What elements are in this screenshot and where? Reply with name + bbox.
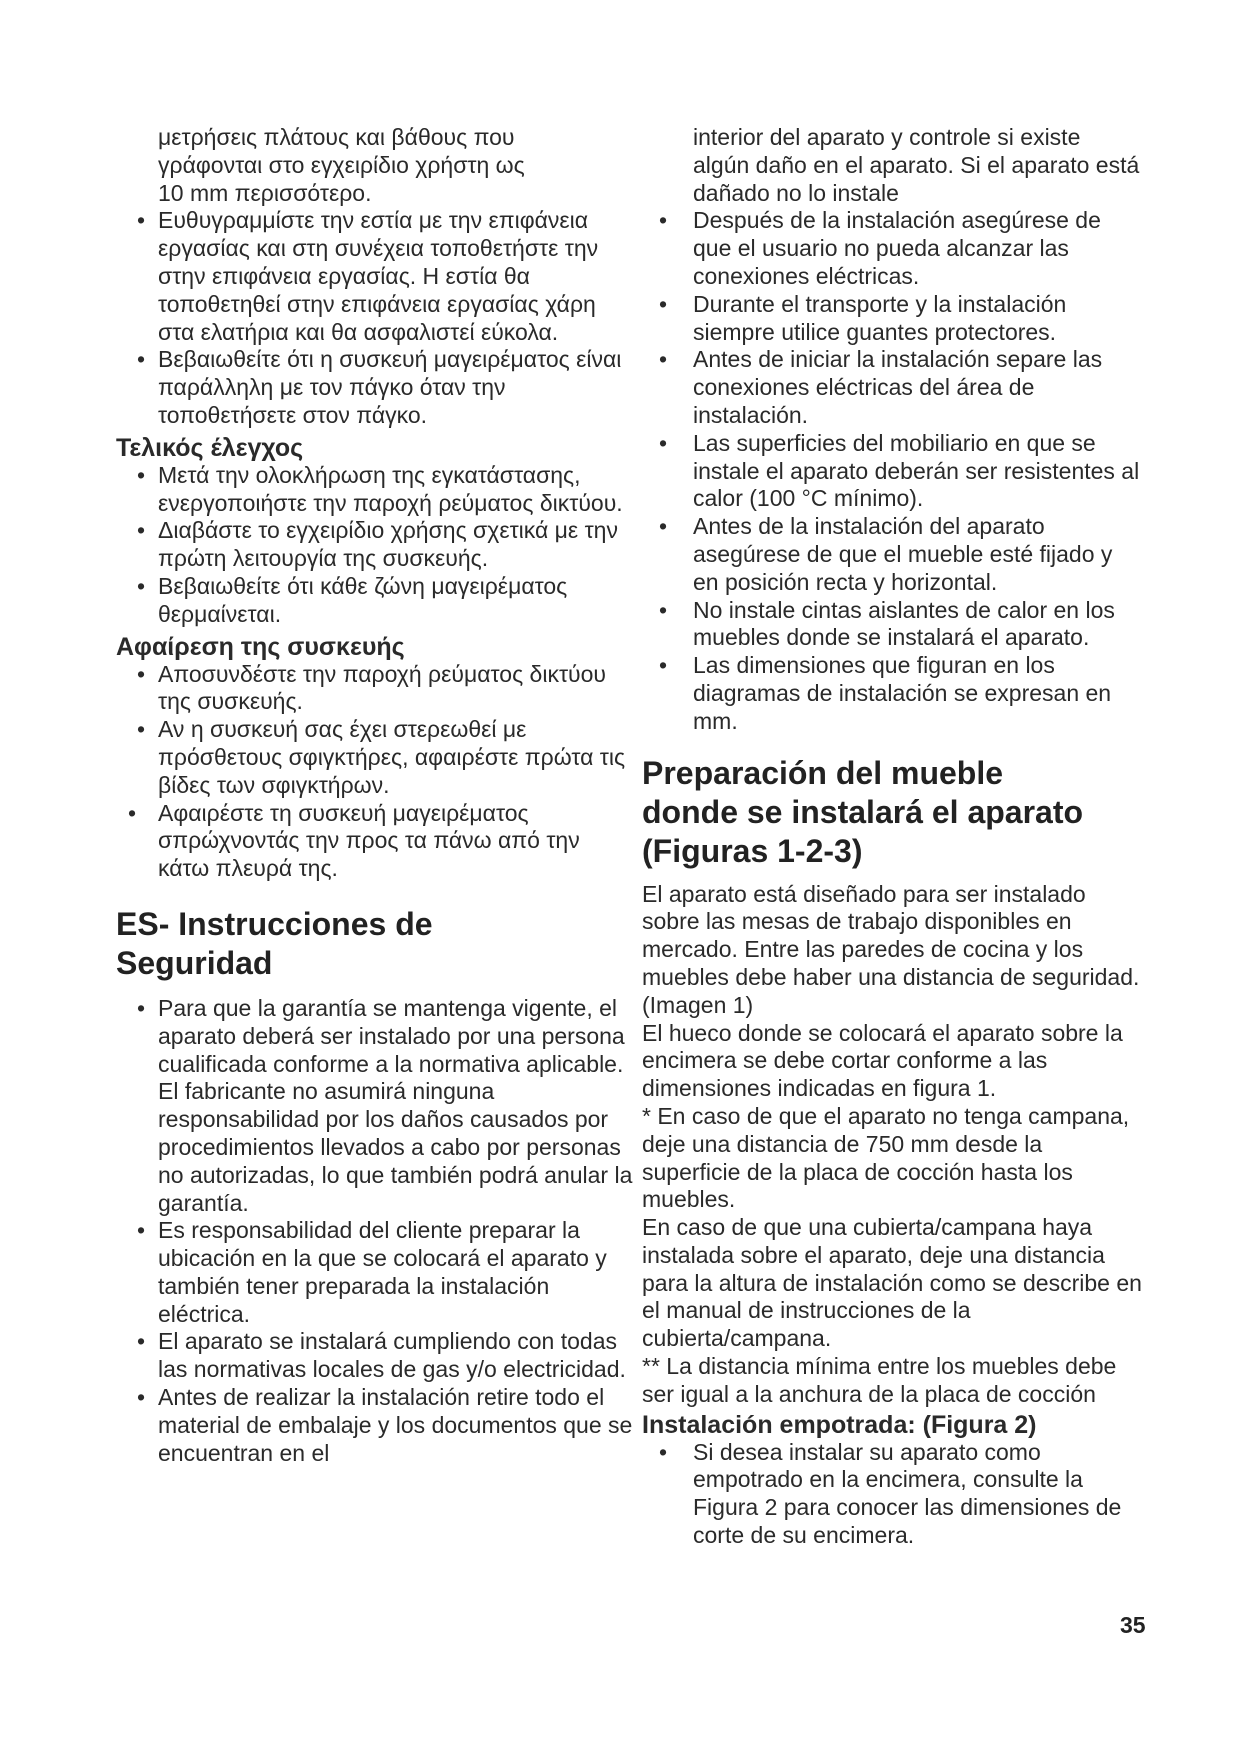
list-item: [116, 1384, 636, 1467]
list-item: [116, 1217, 636, 1328]
right-column: [642, 124, 1142, 1550]
paragraph: ** La distancia mínima entre los muebles debe ser igual a la anchura de la placa de cocción: [642, 1353, 1117, 1407]
list-item: [642, 513, 1142, 596]
list-item: [642, 652, 1142, 735]
list-item-text: Αν η συσκευή σας έχει στερεωθεί με πρόσθετους σφιγκτήρες, αφαιρέστε πρώτα τις βίδες των σφιγκτήρων.: [158, 716, 626, 798]
bullet-mark: •: [137, 1217, 146, 1244]
list-item-text: Es responsabilidad del cliente preparar la ubicación en la que se colocará el aparato y también tener preparada la instalación eléctrica.: [158, 1217, 607, 1327]
removal-heading: Αφαίρεση της συσκευής: [116, 632, 405, 661]
list-item: [116, 995, 636, 1217]
bullet-mark: •: [659, 652, 668, 679]
list-item-text: Durante el transporte y la instalación siempre utilice guantes protectores.: [693, 290, 1067, 345]
list-item: [642, 207, 1142, 290]
bullet-mark: •: [137, 716, 146, 743]
bullet-mark: •: [659, 290, 668, 317]
bullet-mark: •: [659, 346, 668, 373]
page-number: 35: [1120, 1612, 1146, 1638]
bullet-mark: •: [659, 1438, 668, 1465]
list-item: [642, 430, 1142, 513]
bullet-mark: •: [137, 572, 146, 599]
bullet-mark: •: [137, 1328, 146, 1355]
heading-line: Seguridad: [116, 944, 273, 981]
removal-list-last: [116, 800, 636, 883]
heading-line: ES- Instrucciones de: [116, 905, 433, 942]
text-line: γράφονται στο εγχειρίδιο χρήστη ως: [158, 151, 525, 178]
furniture-preparation-heading: [642, 754, 1142, 871]
bullet-mark: •: [137, 994, 146, 1021]
bullet-mark: •: [137, 1384, 146, 1411]
list-item: [642, 1439, 1142, 1550]
bullet-mark: •: [659, 596, 668, 623]
installation-bullets: [116, 207, 636, 429]
paragraph: El hueco donde se colocará el aparato sobre la encimera se debe cortar conforme a las dimensiones indicadas en figura 1.: [642, 1019, 1123, 1102]
built-in-installation-heading: Instalación empotrada: (Figura 2): [642, 1410, 1037, 1439]
list-item: [116, 1328, 636, 1384]
list-item: [116, 573, 636, 629]
list-item-text: Βεβαιωθείτε ότι κάθε ζώνη μαγειρέματος θερμαίνεται.: [158, 572, 568, 627]
text-line: μετρήσεις πλάτους και βάθους που: [158, 124, 515, 150]
es-safety-list: [116, 995, 636, 1468]
list-item-text: Antes de realizar la instalación retire todo el material de embalaje y los documentos que se encuentran en el: [158, 1384, 633, 1466]
list-item-text: Βεβαιωθείτε ότι η συσκευή μαγειρέματος είναι παράλληλη με τον πάγκο όταν την τοποθετήσετε στον πάγκο.: [158, 346, 622, 428]
list-item-text: Las superficies del mobiliario en que se instale el aparato deberán ser resistentes al calor (100 °C mínimo).: [693, 429, 1140, 512]
heading-line: donde se instalará el aparato: [642, 793, 1084, 830]
list-item-text: Αποσυνδέστε την παροχή ρεύματος δικτύου της συσκευής.: [158, 660, 606, 715]
list-item-text: Ευθυγραμμίστε την εστία με την επιφάνεια εργασίας και στη συνέχεια τοποθετήστε την στην επιφάνεια εργασίας. Η εστία θα τοποθετηθεί στην επιφάνεια εργασίας χάρη στα ελατήρια και θα ασφαλιστεί εύκολα.: [158, 207, 599, 345]
continued-text-spanish: interior del aparato y controle si existe algún daño en el aparato. Si el aparato está dañado no lo instale: [693, 124, 1140, 206]
text-line: 10 mm περισσότερο.: [158, 179, 372, 206]
continued-text-greek: [116, 124, 636, 207]
bullet-mark: •: [659, 513, 668, 540]
left-column: [116, 124, 636, 1467]
final-check-list: [116, 462, 636, 629]
list-item: [116, 800, 636, 883]
paragraph: * En caso de que el aparato no tenga campana, deje una distancia de 750 mm desde la superficie de la placa de cocción hasta los muebles.: [642, 1102, 1130, 1213]
heading-line: Preparación del mueble: [642, 754, 1004, 791]
list-item: [116, 716, 636, 799]
list-item-text: Αφαιρέστε τη συσκευή μαγειρέματος σπρώχνοντάς την προς τα πάνω από την κάτω πλευρά της.: [158, 799, 580, 882]
removal-list: [116, 661, 636, 800]
list-item-text: No instale cintas aislantes de calor en los muebles donde se instalará el aparato.: [693, 596, 1115, 651]
list-item-text: Antes de iniciar la instalación separe las conexiones eléctricas del área de instalación.: [693, 346, 1103, 428]
list-item-text: Διαβάστε το εγχειρίδιο χρήσης σχετικά με την πρώτη λειτουργία της συσκευής.: [158, 517, 618, 572]
list-item: [116, 462, 636, 518]
bullet-mark: •: [137, 461, 146, 488]
list-item: [642, 346, 1142, 429]
list-item-text: Las dimensiones que figuran en los diagramas de instalación se expresan en mm.: [693, 652, 1112, 734]
bullet-mark: •: [659, 429, 668, 456]
list-item: [116, 207, 636, 346]
bullet-mark: •: [137, 517, 146, 544]
paragraph: En caso de que una cubierta/campana haya instalada sobre el aparato, deje una distancia para la altura de instalación como se describe en el manual de instrucciones de la cubierta/campana.: [642, 1214, 1142, 1352]
bullet-mark: •: [137, 346, 146, 373]
list-item: [642, 291, 1142, 347]
list-item-text: El aparato se instalará cumpliendo con todas las normativas locales de gas y/o electricidad.: [158, 1328, 626, 1383]
list-item-text: Antes de la instalación del aparato asegúrese de que el mueble esté fijado y en posición recta y horizontal.: [693, 513, 1113, 595]
bullet-mark: •: [128, 799, 137, 826]
es-safety-heading: [116, 905, 636, 983]
bullet-mark: •: [137, 207, 146, 234]
heading-line: (Figuras 1-2-3): [642, 832, 863, 869]
list-item: [116, 661, 636, 717]
built-in-installation-list: [642, 1439, 1142, 1550]
paragraph: El aparato está diseñado para ser instalado sobre las mesas de trabajo disponibles en mercado. Entre las paredes de cocina y los muebles debe haber una distancia de seguridad. (Imagen 1): [642, 880, 1140, 1018]
bullet-mark: •: [137, 660, 146, 687]
list-item: [116, 517, 636, 573]
list-item-text: Después de la instalación asegúrese de que el usuario no pueda alcanzar las conexiones eléctricas.: [693, 207, 1101, 289]
list-item-text: Para que la garantía se mantenga vigente, el aparato deberá ser instalado por una persona cualificada conforme a la normativa aplicable. El fabricante no asumirá ninguna responsabilidad por los daños causados por procedimientos llevados a cabo por personas no autorizadas, lo que también podrá anular la garantía.: [158, 994, 633, 1216]
list-item-text: Si desea instalar su aparato como empotrado en la encimera, consulte la Figura 2 para conocer las dimensiones de corte de su encimera.: [693, 1438, 1122, 1549]
list-item: [642, 597, 1142, 653]
list-item: [116, 346, 636, 429]
list-item-text: Μετά την ολοκλήρωση της εγκατάστασης, ενεργοποιήστε την παροχή ρεύματος δικτύου.: [158, 461, 623, 516]
final-check-heading: Τελικός έλεγχος: [116, 433, 304, 462]
bullet-mark: •: [659, 207, 668, 234]
es-safety-list-continued: [642, 207, 1142, 735]
